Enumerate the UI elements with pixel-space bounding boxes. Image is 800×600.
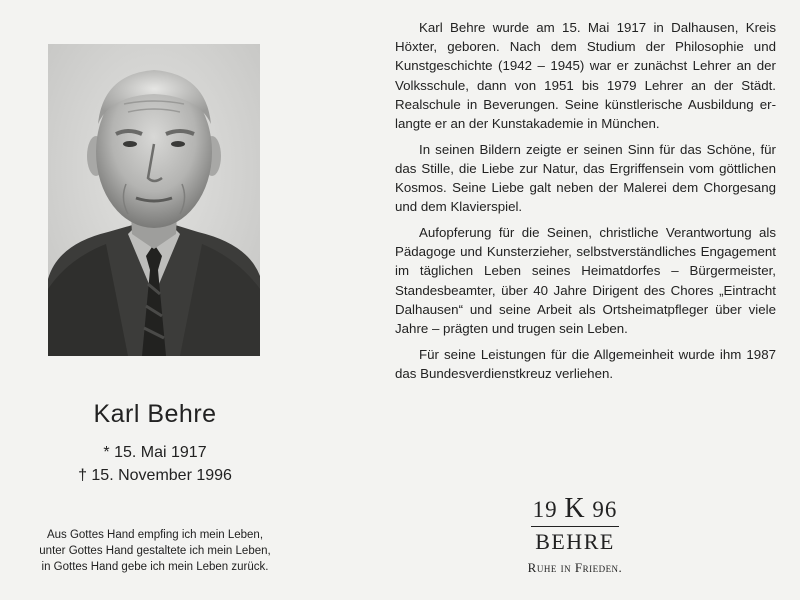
logo-initial: K [564,493,586,524]
verse-line: in Gottes Hand gebe ich mein Leben zurück. [41,561,269,573]
logo-year-end: 96 [592,497,618,522]
bio-paragraph: Für seine Leistungen für die Allgemeinheit wurde ihm 1987 das Bundesverdienstkreuz verliehen. [395,346,776,381]
biography [395,18,776,390]
bio-paragraph: Karl Behre wurde am 15. Mai 1917 in Dalhausen, Kreis Höxter, geboren. Nach dem Studium der Philosophie und Kunstgeschichte (1942 – 1945) war er zunächst Lehrer an der Volksschule, dann von 1951 bis 1979 Lehrer an der Städt. Realschule in Beverungen. Seine künstlerische Ausbildung erlangte er an der Kunstakademie in München. [395,20,776,132]
logo-years [500,495,650,524]
logo-divider [531,526,619,527]
verse-line: unter Gottes Hand gestaltete ich mein Leben, [39,545,271,557]
logo-tagline: Ruhe in Frieden. [527,560,623,575]
birth-date: * 15. Mai 1917 [103,444,207,461]
portrait-photo [48,44,260,356]
person-name: Karl Behre [93,400,217,428]
verse-line: Aus Gottes Hand empfing ich mein Leben, [46,529,264,541]
logo-year-start: 19 [532,497,558,522]
left-panel [0,0,340,600]
portrait-illustration [48,44,260,356]
bio-paragraph: Aufopferung für die Seinen, christliche Verantwortung als Pädagoge und Kunsterzieher, selbstverständliches Engagement im täglichen Leben seines Heimatdorfes – Bürgermeister, Standesbeamter, über 40 Jahre Dirigent des Chores „Eintracht Dalhausen“ und seine Arbeit als Ortsheimatpfleger über viele Jahre – prägten und trugen sein Leben. [395,225,776,337]
bio-paragraph: In seinen Bildern zeigte er seinen Sinn für das Schöne, für das Stille, die Liebe zur Natur, das Ergriffensein vom göttlichen Kosmos. Seine Liebe galt neben der Malerei dem Chorgesang und dem Klavierspiel. [395,141,776,215]
death-date: † 15. November 1996 [78,467,232,484]
verse [0,527,310,575]
logo-name: BEHRE [535,529,615,554]
memorial-logo [500,495,650,576]
